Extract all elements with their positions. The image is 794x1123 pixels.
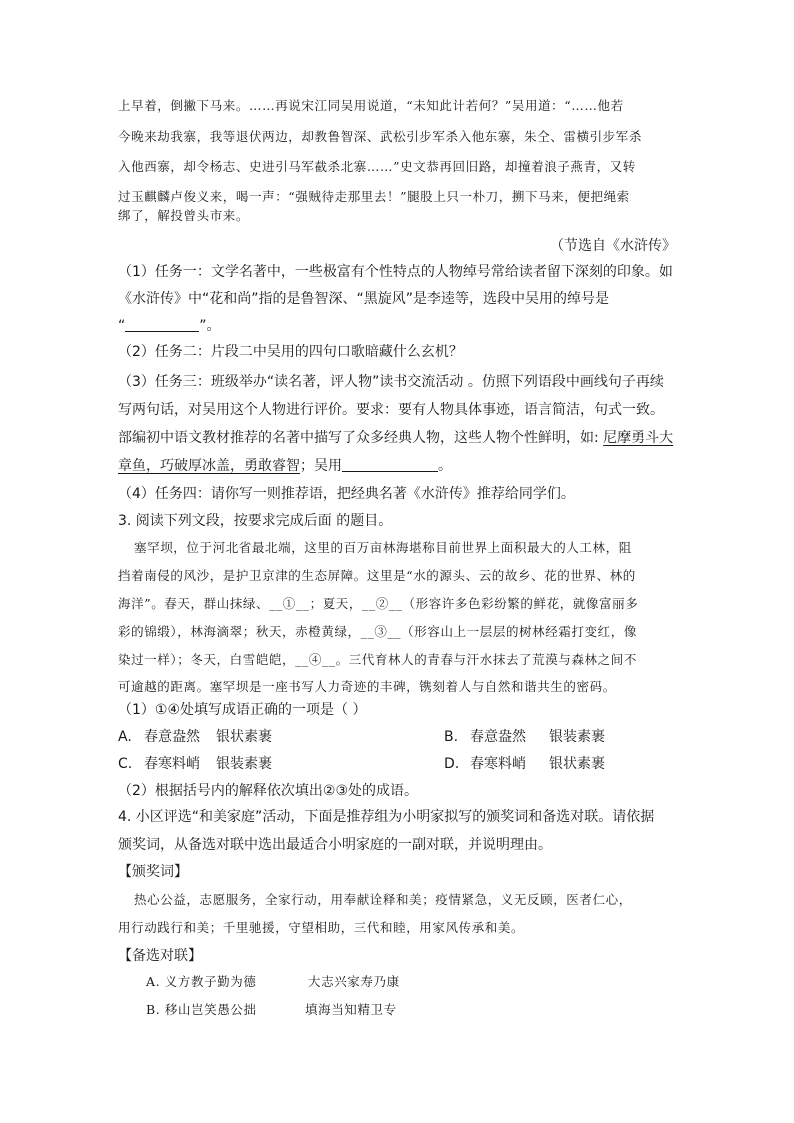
task3-line4 bbox=[118, 455, 452, 475]
option-letter: C. bbox=[118, 756, 133, 772]
task3-line1: （3）任务三：班级举办“读名著，评人物”读书交流活动 。仿照下列语段中画线句子再续 bbox=[118, 374, 664, 390]
task4: （4）任务四：请你写一则推荐语，把经典名著《水浒传》推荐给同学们。 bbox=[118, 486, 575, 502]
couplet-heading: 【备选对联】 bbox=[118, 948, 202, 964]
answer-blank[interactable] bbox=[125, 317, 199, 332]
couplet-a-upper: A. 义方教子勤为德 bbox=[146, 974, 257, 989]
q3-sub1: （1）①④处填写成语正确的一项是（ ） bbox=[118, 702, 367, 718]
task3-end: 。 bbox=[438, 458, 452, 474]
option-word2: 银装素裹 bbox=[549, 729, 605, 745]
passage-line: 海洋”。春天，群山抹绿、__①__；夏天，__②__（形容许多色彩纷繁的鲜花，就像富丽多 bbox=[118, 596, 639, 611]
q3-sub2: （2）根据括号内的解释依次填出②③处的成语。 bbox=[118, 783, 419, 799]
q4-line1: 4. 小区评选“和美家庭”活动，下面是推荐组为小明家拟写的颁奖词和备选对联。请依据 bbox=[118, 809, 655, 825]
award-line: 用行动践行和美；千里驰援，守望相助，三代和睦，用家风传承和美。 bbox=[118, 920, 525, 935]
task3-line3 bbox=[118, 427, 673, 447]
task3-wuyong-label: ；吴用 bbox=[300, 458, 342, 474]
option-word1: 春意盎然 bbox=[144, 729, 200, 745]
option-word1: 春寒料峭 bbox=[470, 756, 526, 772]
option-letter: D. bbox=[444, 756, 460, 772]
passage-line: 塞罕坝，位于河北省最北端，这里的百万亩林海堪称目前世界上面积最大的人工林，阻 bbox=[134, 540, 632, 555]
option-c[interactable] bbox=[118, 753, 272, 773]
answer-blank[interactable] bbox=[342, 457, 438, 472]
task1-line2: 《水浒传》中“花和尚”指的是鲁智深、“黑旋风”是李逵等，选段中吴用的绰号是 bbox=[118, 291, 610, 307]
q4-line2: 颁奖词，从备选对联中选出最适合小明家庭的一副对联，并说明理由。 bbox=[118, 837, 552, 853]
option-letter: A. bbox=[118, 729, 132, 745]
couplet-b-upper: B. 移山岂笑愚公拙 bbox=[146, 1002, 257, 1017]
passage-line: 上早着，倒撇下马来。……再说宋江同吴用说道，“未知此计若何？”吴用道：“……他若 bbox=[118, 98, 624, 113]
task3-line2: 写两句话，对吴用这个人物进行评价。要求：要有人物具体事迹，语言简洁，句式一致。 bbox=[118, 402, 664, 418]
q3-heading: 3. 阅读下列文段，按要求完成后面 的题目。 bbox=[118, 513, 393, 529]
award-line: 热心公益，志愿服务，全家行动，用奉献诠释和美；疫情紧急，义无反顾，医者仁心， bbox=[134, 892, 632, 907]
task1-answer-line bbox=[118, 315, 221, 335]
quote-close: ”。 bbox=[199, 318, 221, 334]
task1-line1: （1）任务一：文学名著中，一些极富有个性特点的人物绰号常给读者留下深刻的印象。如 bbox=[118, 264, 673, 280]
option-letter: B. bbox=[444, 729, 459, 745]
passage-line: 染过一样）；冬天，白雪皑皑，__④__。三代育林人的青春与汗水抹去了荒漠与森林之间不 bbox=[118, 652, 637, 667]
option-a[interactable] bbox=[118, 726, 272, 746]
option-word1: 春寒料峭 bbox=[144, 756, 200, 772]
quote-open: “ bbox=[118, 318, 126, 334]
passage-line: 绑了，解投曾头市来。 bbox=[118, 208, 250, 223]
passage-line: 今晚来劫我寨，我等退伏两边，却教鲁智深、武松引步军杀入他东寨，朱仝、雷横引步军杀 bbox=[118, 129, 643, 144]
underlined-sentence: 章鱼，巧破厚冰盖，勇敢睿智 bbox=[118, 458, 300, 474]
option-word2: 银状素裹 bbox=[549, 756, 605, 772]
passage-line: 彩的锦缎），林海滴翠；秋天，赤橙黄绿，__③__（形容山上一层层的树林经霜打变红，像 bbox=[118, 624, 637, 639]
task3-example-text: 部编初中语文教材推荐的名著中描写了众多经典人物，这些人物个性鲜明，如: bbox=[118, 430, 604, 446]
passage-line: 入他西寨，却令杨志、史进引马军截杀北寨……”史文恭再回旧路，却撞着浪子燕青，又转 bbox=[118, 159, 636, 174]
option-word1: 春意盎然 bbox=[470, 729, 526, 745]
award-heading: 【颁奖词】 bbox=[118, 864, 188, 880]
couplet-a-lower: 大志兴家寿乃康 bbox=[308, 974, 400, 989]
option-word2: 银状素裹 bbox=[216, 729, 272, 745]
passage-line: 挡着南侵的风沙，是护卫京津的生态屏障。这里是“水的源头、云的故乡、花的世界、林的 bbox=[118, 568, 636, 583]
passage-line: 可逾越的距离。塞罕坝是一座书写人力奇迹的丰碑，镌刻着人与自然和谐共生的密码。 bbox=[118, 679, 616, 694]
task2: （2）任务二：片段二中吴用的四句口歌暗藏什么玄机？ bbox=[118, 344, 463, 360]
option-word2: 银装素裹 bbox=[216, 756, 272, 772]
couplet-b-lower: 填海当知精卫专 bbox=[305, 1002, 397, 1017]
option-d[interactable] bbox=[444, 753, 605, 773]
option-b[interactable] bbox=[444, 726, 605, 746]
source-note: （节选自《水浒传》 bbox=[550, 238, 676, 254]
passage-line: 过玉麒麟卢俊义来，喝一声：“强贼待走那里去！”腿股上只一朴刀，搠下马来，便把绳索 bbox=[118, 189, 630, 204]
underlined-sentence: 尼摩勇斗大 bbox=[603, 430, 674, 446]
